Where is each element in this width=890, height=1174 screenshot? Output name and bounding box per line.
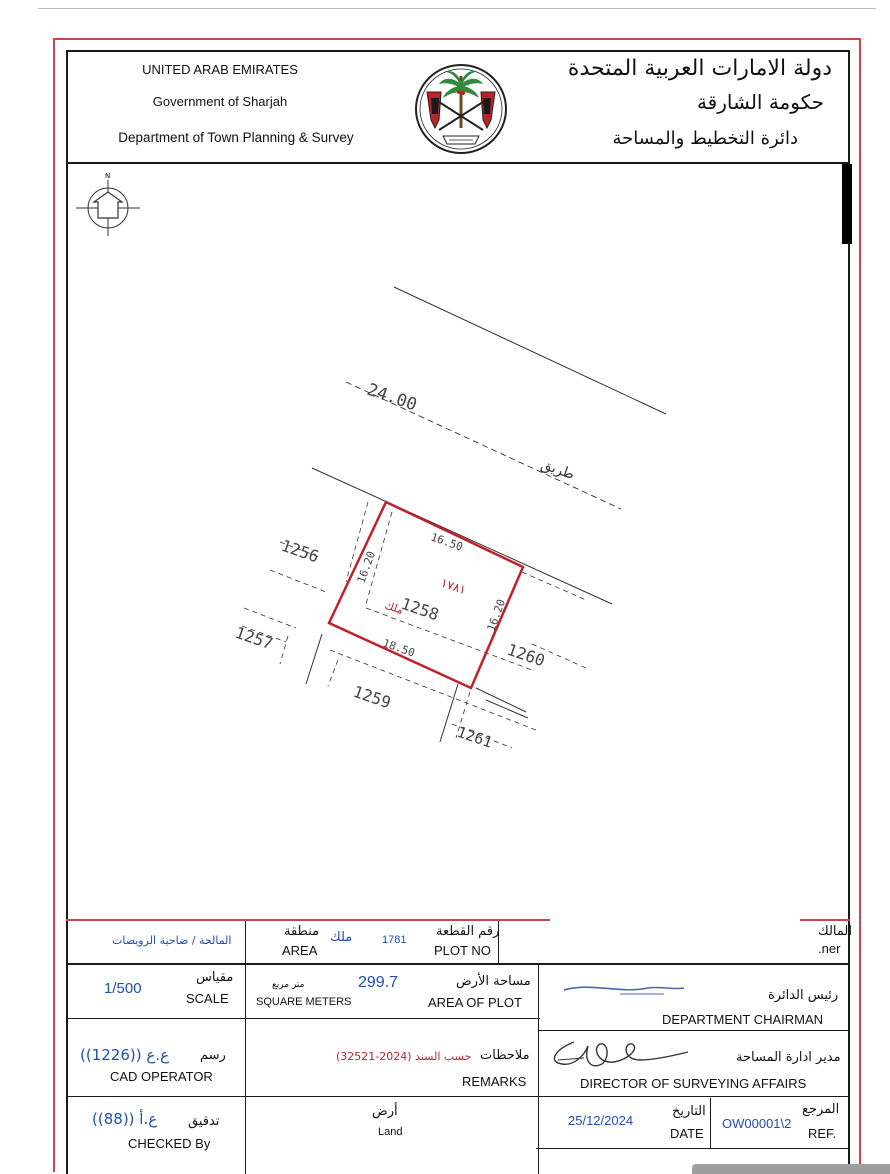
cad-operator-label-en: CAD OPERATOR xyxy=(110,1069,213,1084)
road-label: طريق xyxy=(538,456,577,483)
plot-owner-label: ملك xyxy=(383,598,406,617)
remarks-label-ar: ملاحظات xyxy=(480,1048,530,1063)
header-ar-government: حكومة الشارقة xyxy=(696,90,824,114)
north-label: N xyxy=(105,172,111,180)
side-top-label: 16.50 xyxy=(429,530,465,554)
checked-by-value: ع.أ ((88)) xyxy=(92,1110,158,1128)
remarks-note-en: Land xyxy=(378,1126,403,1138)
owner-label-en: .ner xyxy=(818,941,841,956)
area-label-ar: منطقة xyxy=(284,924,320,939)
sqm-label-ar: متر مربع xyxy=(272,980,305,990)
scale-label-en: SCALE xyxy=(186,991,229,1006)
neighbour-1257-label: 1257 xyxy=(232,622,276,654)
road-width-label: 24.00 xyxy=(364,379,420,416)
date-label-en: DATE xyxy=(670,1126,704,1141)
tb-top-line xyxy=(66,919,550,921)
neighbour-1259-label: 1259 xyxy=(350,681,394,713)
site-plan xyxy=(66,164,850,920)
date-label-ar: التاريخ xyxy=(672,1104,706,1119)
director-label-ar: مدير ادارة المساحة xyxy=(736,1050,841,1065)
remarks-note-ar: أرض xyxy=(372,1104,398,1119)
director-label-en: DIRECTOR OF SURVEYING AFFAIRS xyxy=(580,1076,807,1091)
header-en-department: Department of Town Planning & Survey xyxy=(118,130,354,145)
neighbour-1260-label: 1260 xyxy=(504,639,548,671)
area-value: المالحة / ضاحية الرويضات xyxy=(112,934,232,947)
plot-no-label-ar: رقم القطعة xyxy=(436,924,500,939)
checked-by-label-en: CHECKED By xyxy=(128,1136,211,1151)
area-label-en: AREA xyxy=(282,943,318,958)
checked-by-label-ar: تدقيق xyxy=(188,1114,220,1129)
remarks-label-en: REMARKS xyxy=(462,1074,527,1089)
scale-value: 1/500 xyxy=(104,980,142,997)
cad-operator-label-ar: رسم xyxy=(200,1048,226,1063)
neighbour-1261-label: 1261 xyxy=(454,722,495,752)
remarks-value: حسب السند (2024-32521) xyxy=(336,1050,472,1063)
area-of-plot-label-ar: مساحة الأرض xyxy=(456,974,531,989)
plot-number-ar: ١٧٨١ xyxy=(439,575,468,598)
side-left-label: 16.20 xyxy=(354,549,379,586)
area-of-plot-label-en: AREA OF PLOT xyxy=(428,995,522,1010)
tb-top-line-right xyxy=(800,919,850,921)
plot-id-label: 1258 xyxy=(398,593,442,625)
top-rule xyxy=(38,8,876,9)
ownership-value: ملك xyxy=(330,930,353,945)
area-of-plot-value: 299.7 xyxy=(358,974,399,991)
neighbour-1256-label: 1256 xyxy=(278,535,322,567)
chairman-label-en: DEPARTMENT CHAIRMAN xyxy=(662,1012,824,1027)
chairman-label-ar: رئيس الدائرة xyxy=(768,988,839,1003)
sharjah-emblem-icon xyxy=(413,62,509,156)
header-ar-department: دائرة التخطيط والمساحة xyxy=(612,128,798,149)
side-right-label: 16.20 xyxy=(484,597,509,634)
sqm-label-en: SQUARE METERS xyxy=(256,996,352,1008)
viewer-scrollbar[interactable] xyxy=(692,1164,890,1174)
scale-label-ar: مقياس xyxy=(196,970,234,985)
plot-boundary xyxy=(329,502,523,688)
plot-no-label-en: PLOT NO xyxy=(434,943,491,958)
ref-value: OW00001\2 xyxy=(722,1116,792,1131)
director-signature xyxy=(544,1034,694,1078)
side-bottom-label: 18.50 xyxy=(381,636,417,660)
date-value: 25/12/2024 xyxy=(568,1113,634,1128)
chairman-signature xyxy=(560,976,690,1002)
ref-label-en: REF. xyxy=(808,1126,837,1141)
cad-operator-value: ع.ع ((1226)) xyxy=(80,1046,170,1064)
owner-label-ar: المالك xyxy=(818,924,852,939)
plot-no-value: 1781 xyxy=(382,934,407,946)
header-ar-country: دولة الامارات العربية المتحدة xyxy=(567,56,832,81)
header-en-country: UNITED ARAB EMIRATES xyxy=(142,62,298,77)
header-en-government: Government of Sharjah xyxy=(152,94,288,109)
ref-label-ar: المرجع xyxy=(802,1102,840,1117)
